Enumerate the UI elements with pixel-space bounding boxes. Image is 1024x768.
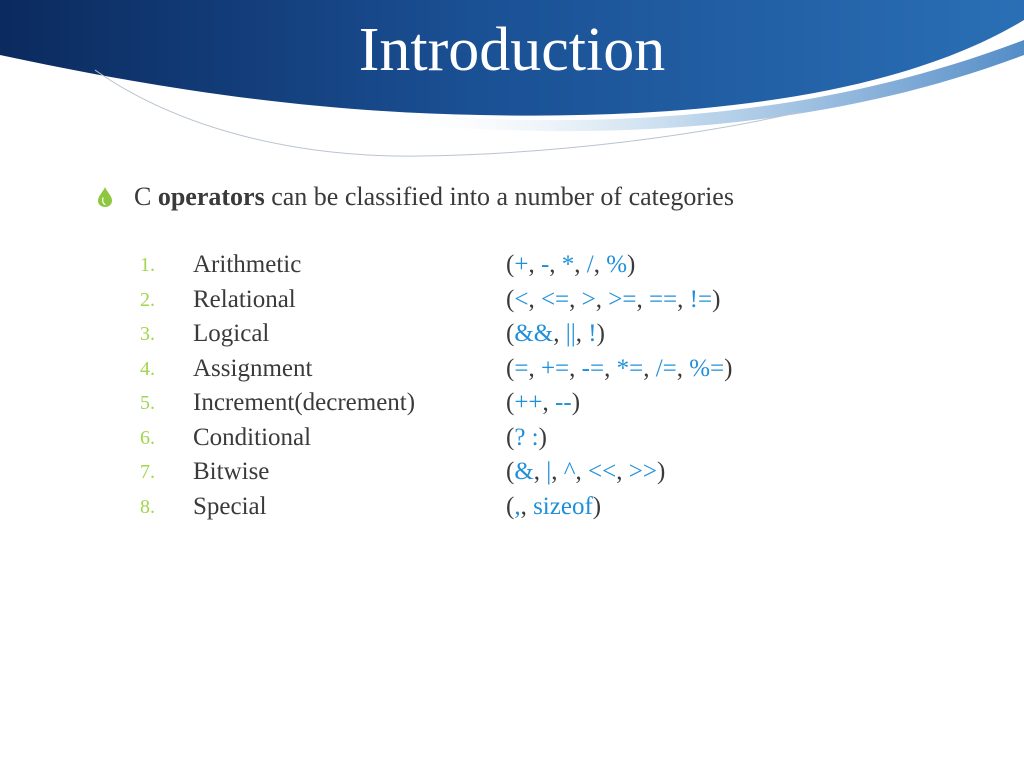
operator-symbol: / [586, 251, 594, 278]
list-number: 7. [140, 461, 155, 483]
list-item [140, 317, 1000, 352]
operator-symbol: , [514, 492, 521, 520]
operator-symbol: %= [689, 354, 725, 382]
operator-symbol: < [514, 285, 529, 313]
operator-symbol: ! [588, 320, 597, 347]
operator-symbol: -- [555, 389, 572, 416]
operator-symbol: -= [581, 354, 605, 382]
operator-symbol: && [514, 320, 554, 347]
operator-symbol: ? : [514, 423, 539, 451]
list-item [140, 490, 1000, 525]
bullet-prefix: C [134, 182, 158, 211]
operator-symbol: * [561, 251, 575, 278]
category-name: Conditional [193, 423, 312, 451]
leaf-drop-icon [96, 186, 114, 208]
operator-symbol: | [546, 458, 552, 485]
operator-symbol: + [514, 251, 529, 278]
list-number: 6. [140, 426, 155, 449]
operator-symbol: += [540, 354, 570, 382]
list-number: 8. [140, 495, 155, 518]
category-name: Special [193, 492, 267, 520]
list-item [140, 352, 1000, 387]
operator-symbol: << [588, 458, 617, 485]
operator-symbol: ++ [514, 389, 543, 416]
operator-symbol: /= [655, 354, 677, 382]
operator-symbol: - [540, 251, 550, 278]
list-item [140, 386, 1000, 421]
operator-group: (? :) [506, 423, 547, 451]
category-name: Relational [193, 285, 296, 313]
operator-symbol: > [581, 285, 596, 313]
category-name: Logical [193, 320, 270, 347]
category-name: Assignment [193, 354, 313, 382]
list-number: 4. [140, 357, 155, 380]
operator-symbol: || [565, 320, 576, 347]
operator-group: (+, -, *, /, %) [506, 251, 636, 278]
operator-group: (&&, ||, !) [506, 320, 605, 347]
list-number: 3. [140, 323, 155, 345]
list-item [140, 248, 1000, 283]
bullet-point [96, 177, 734, 217]
operator-symbol: <= [540, 285, 570, 313]
bullet-text [134, 182, 734, 212]
operator-group: (,, sizeof) [506, 492, 602, 520]
list-item [140, 455, 1000, 490]
category-name: Bitwise [193, 458, 270, 485]
list-item [140, 283, 1000, 318]
list-number: 5. [140, 392, 155, 414]
operator-symbol: *= [616, 354, 644, 382]
operator-symbol: sizeof [533, 492, 593, 520]
list-number: 1. [140, 254, 155, 276]
operator-symbol: & [514, 458, 534, 485]
operator-symbol: != [689, 285, 713, 313]
operator-symbol: = [514, 354, 529, 382]
category-name: Arithmetic [193, 251, 302, 278]
operator-group: (++, --) [506, 389, 581, 416]
operator-category-list [140, 248, 1000, 524]
list-item [140, 421, 1000, 456]
category-name: Increment(decrement) [193, 389, 416, 416]
bullet-bold-word: operators [157, 182, 265, 211]
operator-group: (<, <=, >, >=, ==, !=) [506, 285, 721, 313]
bullet-suffix: can be classified into a number of categories [264, 182, 734, 211]
list-number: 2. [140, 288, 155, 311]
operator-group: (&, |, ^, <<, >>) [506, 458, 666, 485]
operator-symbol: >= [608, 285, 637, 313]
operator-symbol: == [648, 285, 678, 313]
operator-symbol: ^ [563, 458, 576, 485]
slide-title: Introduction [358, 16, 666, 84]
operator-group: (=, +=, -=, *=, /=, %=) [506, 354, 733, 382]
operator-symbol: % [606, 251, 628, 278]
operator-symbol: >> [628, 458, 657, 485]
